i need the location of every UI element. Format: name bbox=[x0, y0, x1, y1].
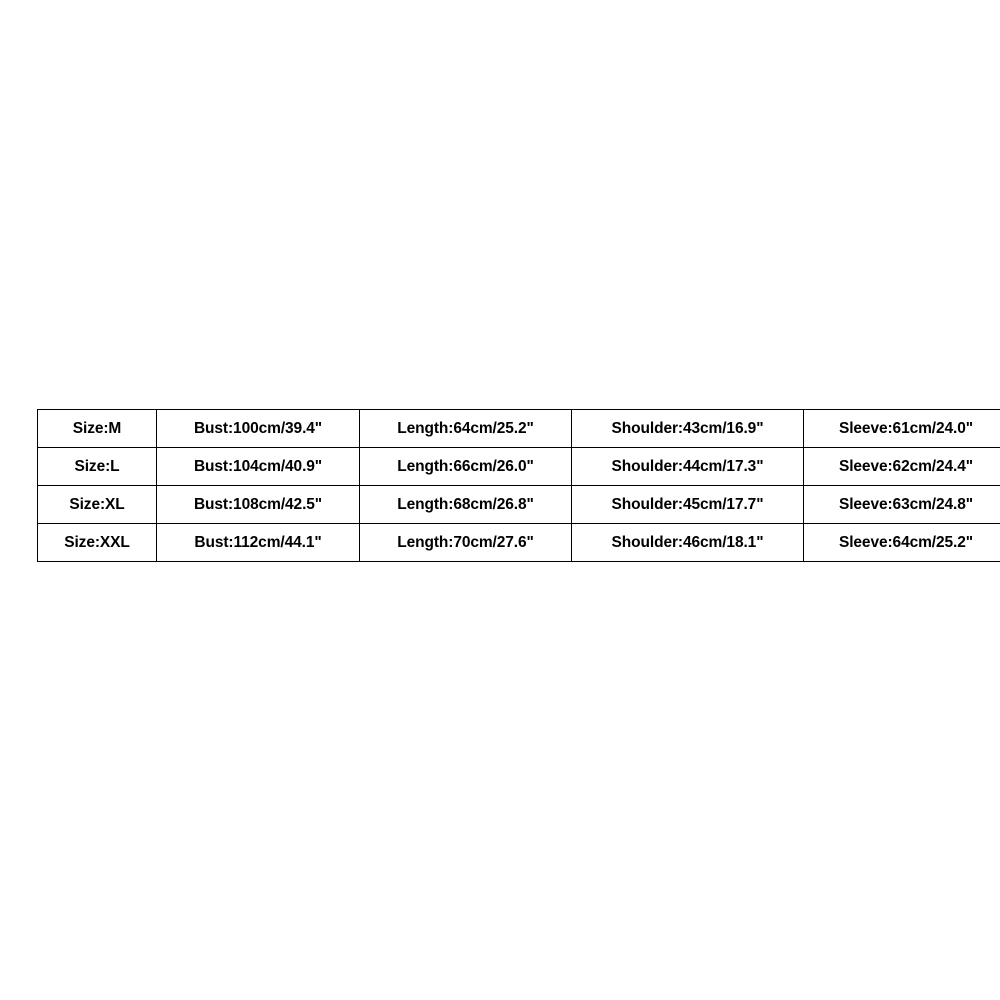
cell-length: Length:66cm/26.0" bbox=[360, 448, 572, 486]
cell-length: Length:68cm/26.8" bbox=[360, 486, 572, 524]
cell-shoulder: Shoulder:43cm/16.9" bbox=[572, 410, 804, 448]
table-row bbox=[38, 486, 1000, 524]
cell-size: Size:XL bbox=[38, 486, 157, 524]
cell-length: Length:70cm/27.6" bbox=[360, 524, 572, 562]
cell-bust: Bust:108cm/42.5" bbox=[157, 486, 360, 524]
cell-size: Size:L bbox=[38, 448, 157, 486]
cell-sleeve: Sleeve:61cm/24.0" bbox=[804, 410, 1000, 448]
size-chart-container bbox=[37, 409, 974, 562]
table-row bbox=[38, 448, 1000, 486]
cell-sleeve: Sleeve:62cm/24.4" bbox=[804, 448, 1000, 486]
cell-size: Size:M bbox=[38, 410, 157, 448]
cell-bust: Bust:100cm/39.4" bbox=[157, 410, 360, 448]
cell-size: Size:XXL bbox=[38, 524, 157, 562]
size-chart-table bbox=[37, 409, 1000, 562]
table-row bbox=[38, 410, 1000, 448]
cell-shoulder: Shoulder:44cm/17.3" bbox=[572, 448, 804, 486]
cell-bust: Bust:112cm/44.1" bbox=[157, 524, 360, 562]
cell-shoulder: Shoulder:45cm/17.7" bbox=[572, 486, 804, 524]
cell-shoulder: Shoulder:46cm/18.1" bbox=[572, 524, 804, 562]
cell-length: Length:64cm/25.2" bbox=[360, 410, 572, 448]
table-row bbox=[38, 524, 1000, 562]
cell-bust: Bust:104cm/40.9" bbox=[157, 448, 360, 486]
cell-sleeve: Sleeve:63cm/24.8" bbox=[804, 486, 1000, 524]
cell-sleeve: Sleeve:64cm/25.2" bbox=[804, 524, 1000, 562]
